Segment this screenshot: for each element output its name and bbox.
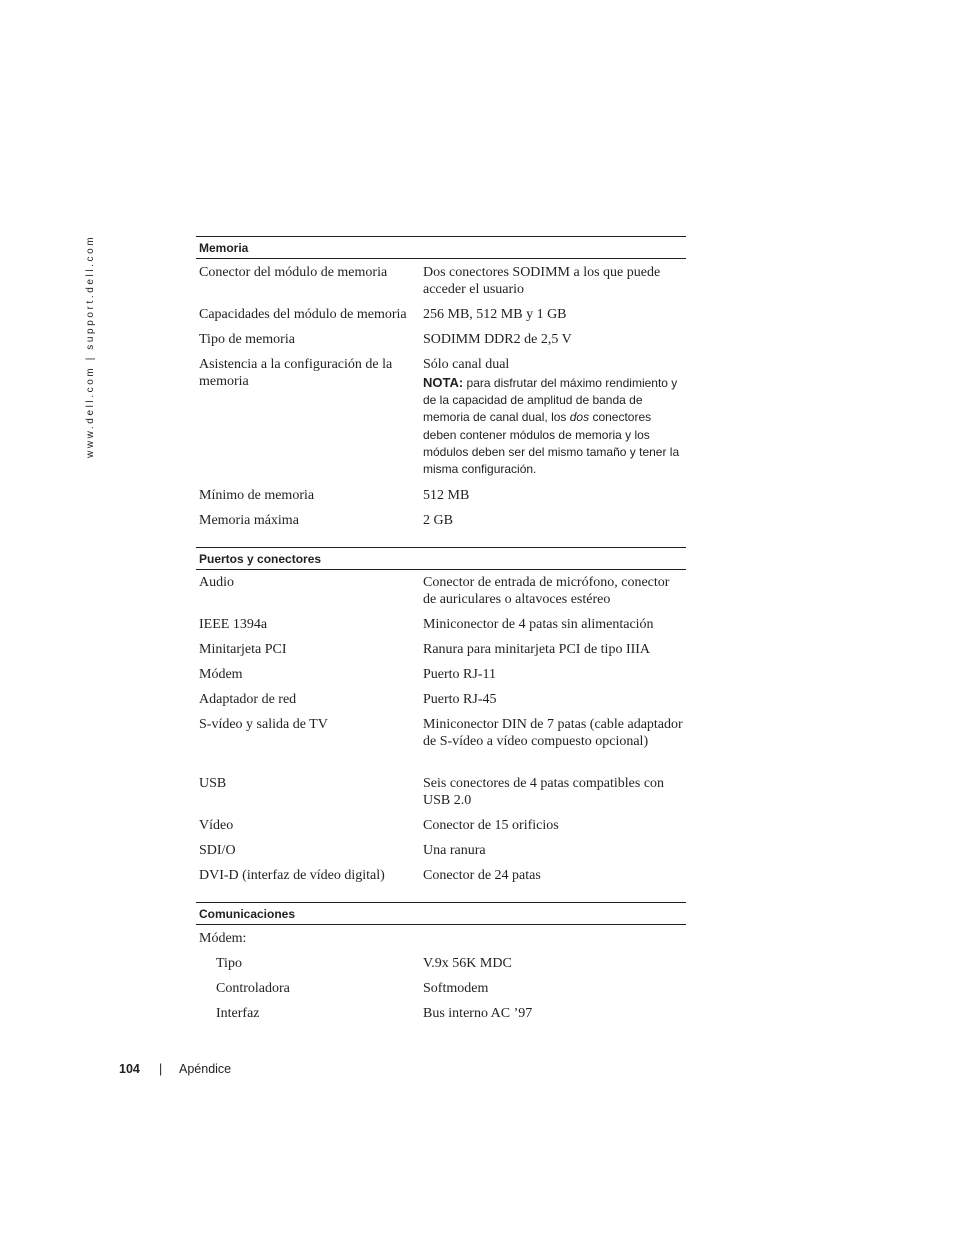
row-value: Dos conectores SODIMM a los que puede acceder el usuario [423, 265, 661, 297]
row-label: Módem [199, 667, 243, 682]
row-label: Capacidades del módulo de memoria [199, 307, 407, 322]
row-value: Miniconector de 4 patas sin alimentación [423, 617, 654, 632]
row-value: 2 GB [423, 513, 453, 528]
section-puertos [196, 547, 686, 883]
row-label: Vídeo [199, 818, 234, 833]
row-value: Bus interno AC ’97 [423, 1006, 533, 1021]
page-number: 104 [119, 1062, 140, 1076]
row-value: Puerto RJ-45 [423, 692, 497, 707]
note-emphasis: dos [569, 410, 590, 425]
row-value: Softmodem [423, 981, 489, 996]
memory-note [423, 374, 685, 478]
section-memoria [196, 236, 686, 528]
row-label: Controladora [216, 981, 290, 996]
row-value: Puerto RJ-11 [423, 667, 496, 682]
row-label: S-vídeo y salida de TV [199, 717, 328, 732]
row-value: 512 MB [423, 488, 470, 503]
note-prefix: NOTA: [423, 375, 464, 390]
row-label: Adaptador de red [199, 692, 297, 707]
footer-section-label: Apéndice [179, 1062, 232, 1076]
row-label: Tipo [216, 956, 242, 971]
note-text-before: para disfrutar del máximo rendimiento y de la capacidad de amplitud de banda de memoria de canal dual, los [423, 376, 678, 425]
row-label: USB [199, 776, 227, 791]
row-value: 256 MB, 512 MB y 1 GB [423, 307, 567, 322]
row-label: DVI-D (interfaz de vídeo digital) [199, 868, 385, 883]
row-label: Memoria máxima [199, 513, 299, 528]
row-label: IEEE 1394a [199, 617, 268, 632]
row-label: Tipo de memoria [199, 332, 295, 347]
note-text-after: conectores deben contener módulos de memoria y los módulos deben ser del mismo tamaño y tener la misma configuración. [423, 410, 680, 477]
section-title-memoria: Memoria [196, 236, 686, 259]
row-label: Asistencia a la configuración de la memoria [199, 357, 393, 389]
row-value: Conector de 15 orificios [423, 818, 559, 833]
page-footer [119, 1062, 232, 1076]
footer-separator: | [159, 1062, 163, 1076]
row-value: Conector de entrada de micrófono, conector de auriculares o altavoces estéreo [423, 575, 670, 607]
row-label: Mínimo de memoria [199, 488, 315, 503]
row-label: Minitarjeta PCI [199, 642, 287, 657]
group-label: Módem: [199, 931, 247, 946]
section-title-comunicaciones: Comunicaciones [196, 902, 686, 925]
row-label: SDI/O [199, 843, 236, 858]
row-value: Ranura para minitarjeta PCI de tipo IIIA [423, 642, 651, 657]
row-label: Audio [199, 575, 234, 590]
row-label: Interfaz [216, 1006, 260, 1021]
side-url: www.dell.com | support.dell.com [85, 234, 96, 458]
row-value: SODIMM DDR2 de 2,5 V [423, 332, 572, 347]
row-label: Conector del módulo de memoria [199, 265, 388, 280]
row-value: V.9x 56K MDC [423, 956, 512, 971]
section-comunicaciones [196, 902, 686, 1021]
row-value: Miniconector DIN de 7 patas (cable adaptador de S-vídeo a vídeo compuesto opcional) [423, 717, 683, 749]
row-value: Seis conectores de 4 patas compatibles con USB 2.0 [423, 776, 665, 808]
row-value: Conector de 24 patas [423, 868, 541, 883]
row-value: Una ranura [423, 843, 486, 858]
section-title-puertos: Puertos y conectores [196, 547, 686, 570]
row-value: Sólo canal dual [423, 357, 510, 372]
